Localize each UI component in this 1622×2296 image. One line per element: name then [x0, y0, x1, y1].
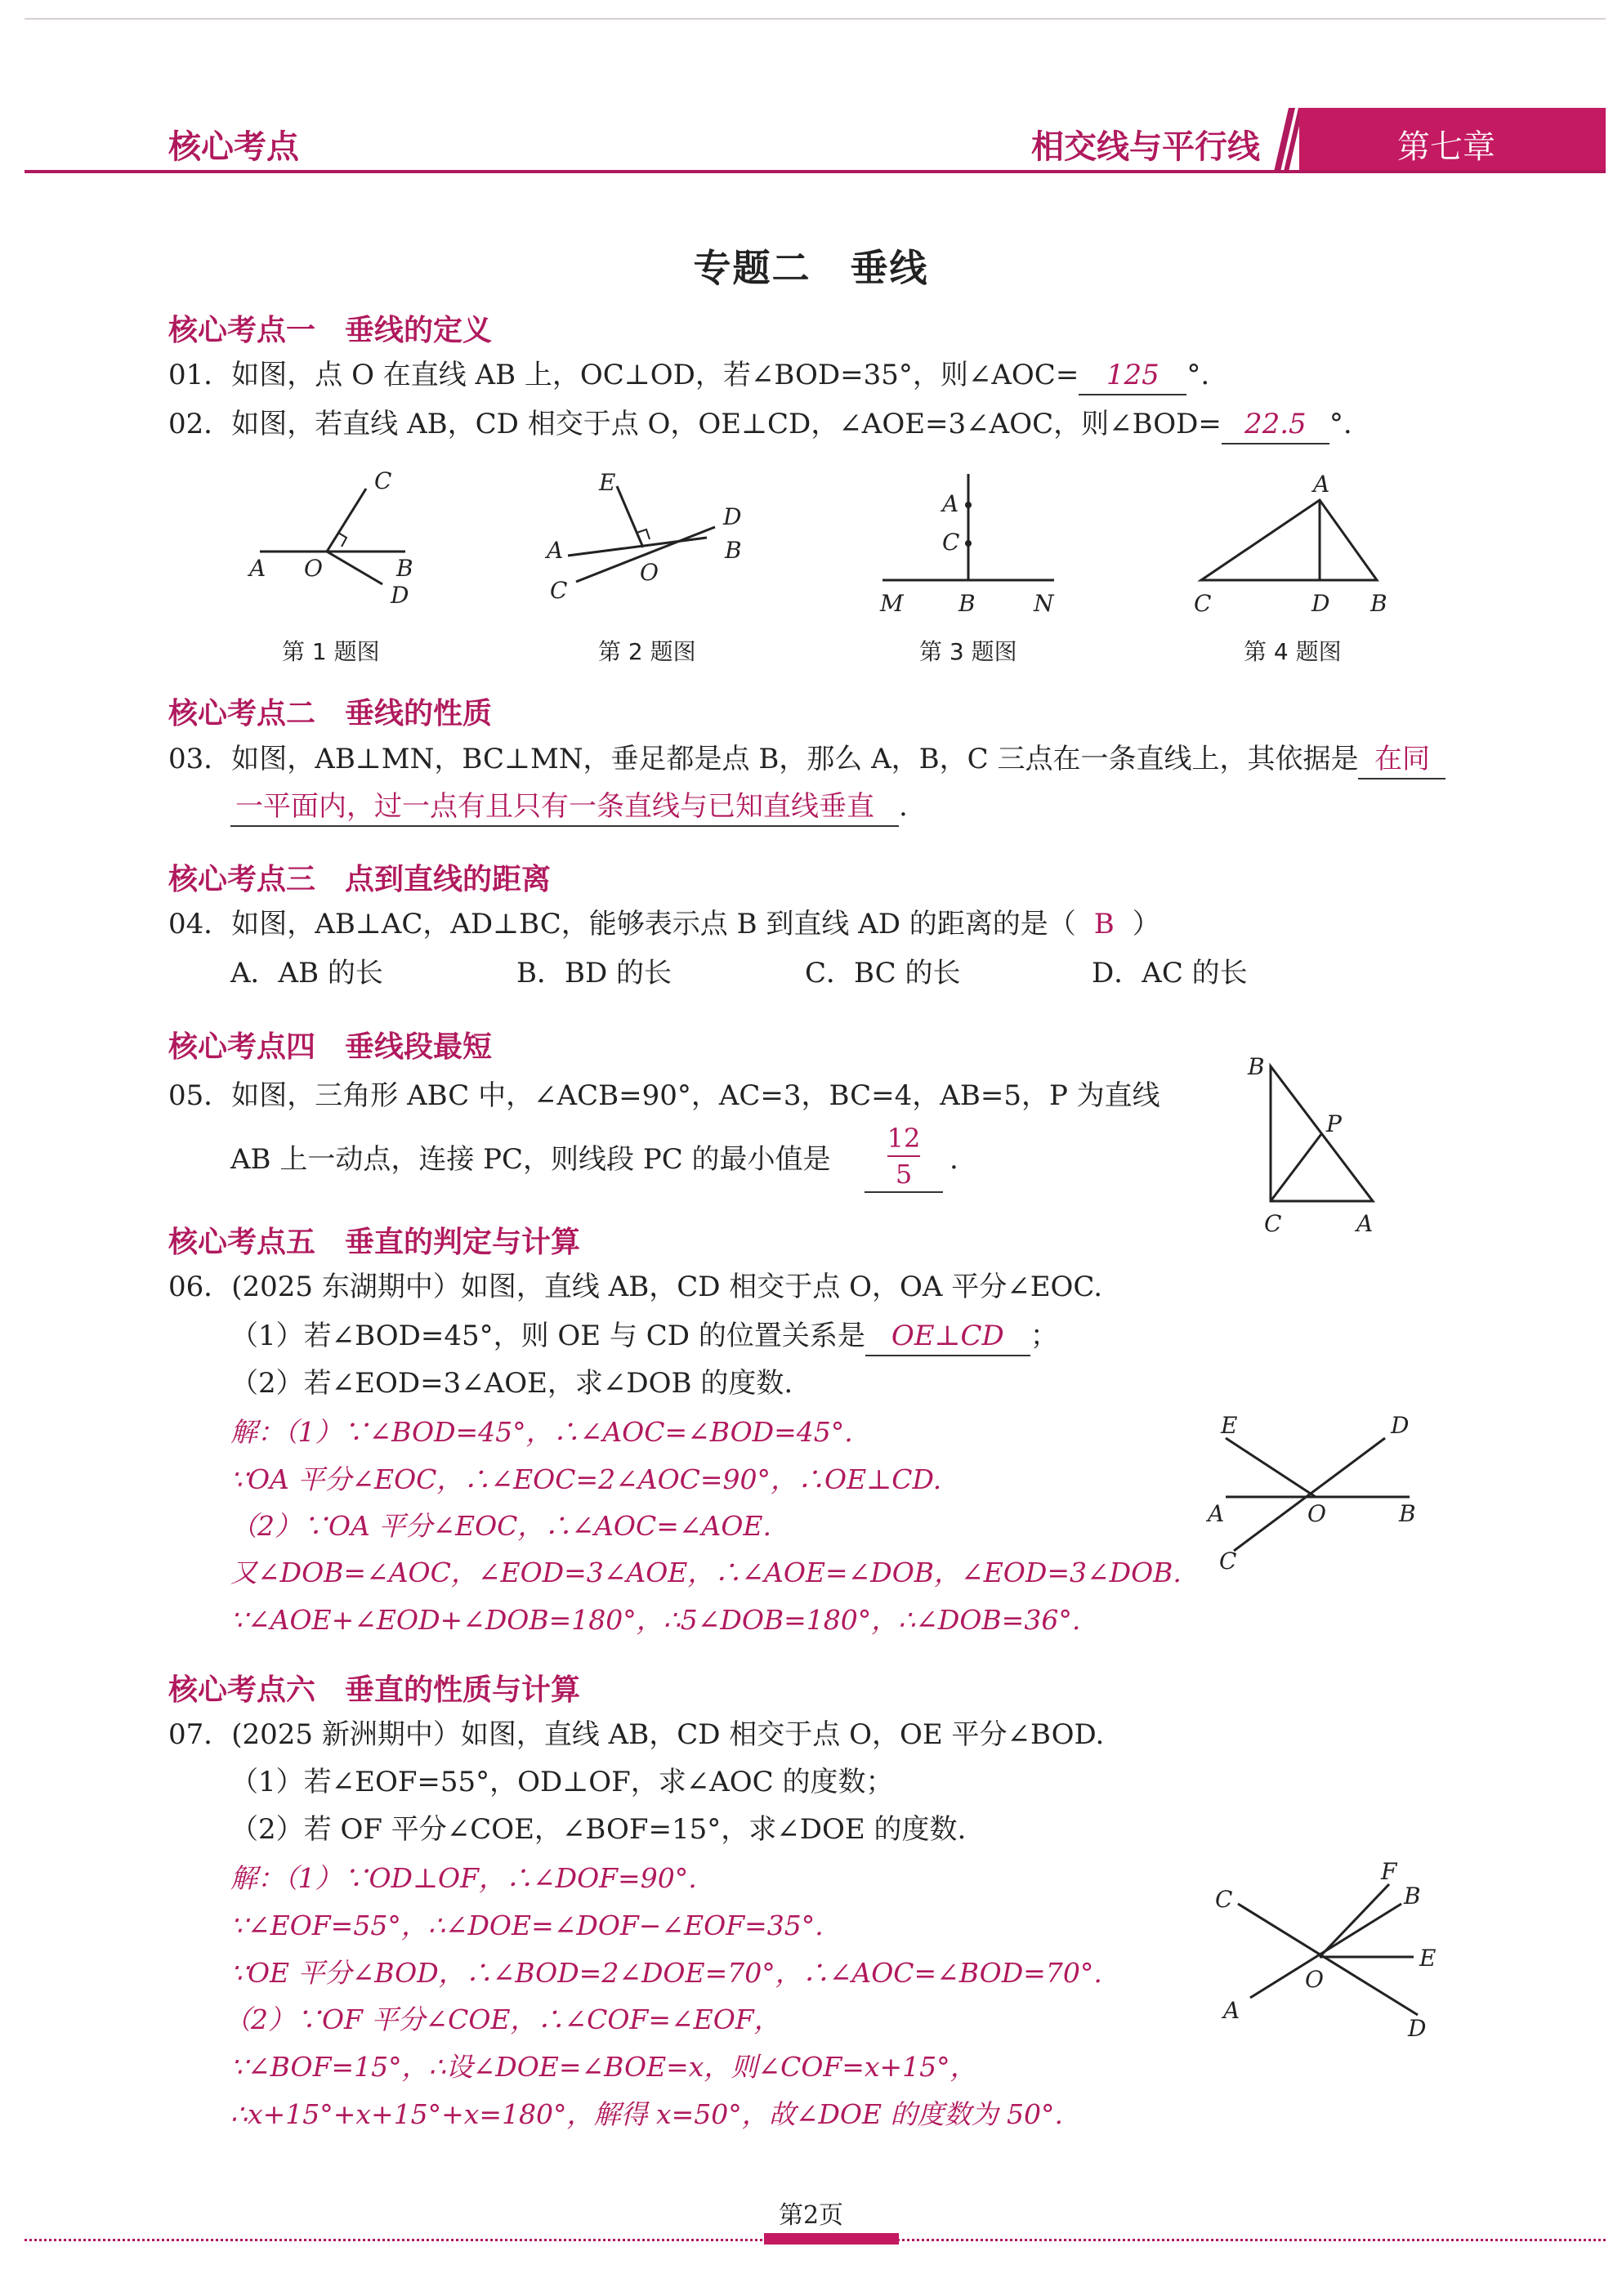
figure-6	[1201, 1405, 1446, 1585]
question-01-tail: °.	[1186, 359, 1210, 391]
question-06-line-1: 06．(2025 东湖期中）如图，直线 AB，CD 相交于点 O，OA 平分∠EOC.	[168, 1271, 1102, 1303]
question-04-answer: B	[1093, 908, 1115, 940]
figure-4	[1189, 466, 1418, 621]
question-03-cont	[230, 788, 908, 827]
question-05-answer-denominator: 5	[887, 1155, 920, 1191]
figure-5-label: A	[1356, 1210, 1374, 1237]
header-slashes-icon	[1271, 108, 1303, 172]
question-04-tail: ）	[1132, 908, 1160, 940]
figure-7-label: C	[1215, 1886, 1233, 1913]
figure-6-label: A	[1208, 1500, 1225, 1527]
figure-4-label: B	[1370, 590, 1387, 617]
section-2-heading: 核心考点二 垂线的性质	[168, 697, 493, 730]
question-05-answer-numerator: 12	[887, 1123, 921, 1154]
figure-1-label: C	[374, 467, 392, 494]
figure-3-label: B	[958, 590, 976, 617]
page-title: 专题二 垂线	[693, 246, 929, 290]
question-02	[168, 405, 1352, 444]
question-03-tail: .	[899, 790, 908, 823]
figure-2-caption: 第 2 题图	[598, 638, 696, 665]
question-05-line-2	[230, 1141, 831, 1178]
question-04-text: 04．如图，AB⊥AC，AD⊥BC，能够表示点 B 到直线 AD 的距离的是（	[168, 908, 1076, 940]
question-02-answer: 22.5	[1222, 405, 1329, 444]
question-07-solution-line: ∵∠EOF=55°，∴∠DOE=∠DOF−∠EOF=35°.	[230, 1910, 824, 1941]
question-03-answer-part-2: 一平面内，过一点有且只有一条直线与已知直线垂直	[230, 788, 899, 827]
question-04-option-a: A．AB 的长	[230, 957, 383, 989]
figure-6-label: O	[1307, 1500, 1326, 1527]
question-07-part-1: （1）若∠EOF=55°，OD⊥OF，求∠AOC 的度数；	[230, 1766, 894, 1798]
figure-1-label: A	[249, 555, 266, 582]
question-04-option-b: B．BD 的长	[516, 957, 672, 989]
figure-1-label: O	[304, 555, 323, 582]
question-07-solution-line: ∴x+15°+x+15°+x=180°，解得 x=50°，故∠DOE 的度数为 50°.	[230, 2098, 1064, 2130]
figure-3-label: C	[942, 529, 960, 556]
header-left: 核心考点	[168, 128, 299, 166]
question-07-solution-line: ∵∠BOF=15°，∴设∠DOE=∠BOE=x，则∠COF=x+15°，	[230, 2051, 977, 2083]
figure-4-label: D	[1311, 590, 1330, 617]
question-03-text: 03．如图，AB⊥MN，BC⊥MN，垂足都是点 B，那么 A，B，C 三点在一条直线上，其依据是	[168, 743, 1359, 775]
question-03	[168, 740, 1446, 779]
question-06-part-1-tail: ；	[1030, 1320, 1058, 1352]
figure-2-label: D	[723, 503, 742, 530]
figure-2-label: B	[725, 537, 742, 564]
figure-7-label: E	[1419, 1945, 1437, 1972]
question-02-tail: °.	[1329, 408, 1352, 440]
question-05-text: AB 上一动点，连接 PC，则线段 PC 的最小值是	[230, 1143, 831, 1176]
figure-5-label: B	[1248, 1053, 1265, 1080]
figure-7-label: D	[1408, 2015, 1427, 2042]
question-04-option-d: D．AC 的长	[1092, 957, 1248, 989]
figure-5	[1230, 1050, 1410, 1246]
question-06-part-1-answer: OE⊥CD	[865, 1317, 1030, 1356]
figure-6-label: B	[1399, 1500, 1416, 1527]
figure-1-label: D	[391, 582, 409, 609]
figure-3-label: A	[942, 490, 959, 517]
question-01-answer: 125	[1079, 356, 1186, 395]
figure-6-label: E	[1221, 1412, 1238, 1439]
figure-4-label: C	[1194, 590, 1212, 617]
question-06-part-1-text: （1）若∠BOD=45°，则 OE 与 CD 的位置关系是	[230, 1320, 865, 1352]
question-07-solution-line: 解：（1）∵OD⊥OF，∴∠DOF=90°.	[230, 1862, 697, 1894]
figure-2-label: E	[599, 469, 616, 496]
question-06-part-2: （2）若∠EOD=3∠AOE，求∠DOB 的度数.	[230, 1367, 793, 1400]
section-5-heading: 核心考点五 垂直的判定与计算	[168, 1226, 581, 1259]
figure-3	[870, 466, 1066, 621]
figure-7	[1205, 1855, 1450, 2043]
figure-4-label: A	[1313, 471, 1330, 498]
figure-7-label: O	[1305, 1966, 1324, 1993]
figure-5-label: P	[1326, 1110, 1342, 1137]
question-06-solution-line: ∵OA 平分∠EOC，∴∠EOC=2∠AOC=90°，∴OE⊥CD.	[230, 1463, 942, 1495]
figure-3-label: N	[1034, 590, 1054, 617]
figure-4-caption: 第 4 题图	[1244, 638, 1342, 665]
question-01-text: 01．如图，点 O 在直线 AB 上，OC⊥OD，若∠BOD=35°，则∠AOC=	[168, 359, 1079, 391]
section-4-heading: 核心考点四 垂线段最短	[168, 1030, 493, 1064]
figure-3-label: M	[880, 590, 904, 617]
figure-6-label: D	[1391, 1412, 1410, 1439]
question-02-text: 02．如图，若直线 AB，CD 相交于点 O，OE⊥CD，∠AOE=3∠AOC，则∠BOD=	[168, 408, 1222, 440]
figure-1-label: B	[396, 555, 413, 582]
figure-7-label: A	[1223, 1997, 1240, 2024]
figure-7-label: B	[1404, 1883, 1421, 1910]
header-topic: 相交线与平行线	[1031, 128, 1260, 166]
header-rule	[25, 170, 1606, 173]
question-06-solution-line: （2）∵OA 平分∠EOC，∴∠AOC=∠AOE.	[230, 1510, 771, 1542]
question-07-solution-line: （2）∵OF 平分∠COE，∴∠COF=∠EOF，	[224, 2003, 781, 2035]
footer-bar	[764, 2233, 899, 2245]
question-05-line-1: 05．如图，三角形 ABC 中，∠ACB=90°，AC=3，BC=4，AB=5，P 为直线	[168, 1079, 1160, 1112]
figure-7-label: F	[1381, 1858, 1397, 1885]
question-07-solution-line: ∵OE 平分∠BOD，∴∠BOD=2∠DOE=70°，∴∠AOC=∠BOD=70°.	[230, 1957, 1102, 1989]
question-07-line-1: 07．(2025 新洲期中）如图，直线 AB，CD 相交于点 O，OE 平分∠BOD.	[168, 1718, 1105, 1751]
figure-6-label: C	[1219, 1548, 1237, 1575]
question-06-part-1	[230, 1317, 1058, 1356]
question-06-solution-line: 解：（1）∵∠BOD=45°，∴∠AOC=∠BOD=45°.	[230, 1416, 853, 1448]
question-05-tail: .	[950, 1143, 958, 1176]
section-6-heading: 核心考点六 垂直的性质与计算	[168, 1673, 581, 1707]
question-07-part-2: （2）若 OF 平分∠COE，∠BOF=15°，求∠DOE 的度数.	[230, 1813, 967, 1846]
figure-2	[543, 466, 756, 621]
figure-1-caption: 第 1 题图	[282, 638, 380, 665]
question-04	[168, 905, 1160, 943]
figure-2-label: A	[547, 537, 564, 564]
section-1-heading: 核心考点一 垂线的定义	[168, 314, 493, 347]
chapter-label: 第七章	[1397, 128, 1495, 166]
top-rule	[25, 18, 1606, 20]
figure-2-label: C	[550, 577, 568, 604]
section-3-heading: 核心考点三 点到直线的距离	[168, 863, 552, 896]
figure-2-label: O	[640, 559, 659, 586]
question-01	[168, 356, 1209, 395]
question-06-solution-line: ∵∠AOE+∠EOD+∠DOB=180°，∴5∠DOB=180°，∴∠DOB=36°.	[230, 1604, 1081, 1636]
question-05-answer	[865, 1121, 943, 1193]
question-04-option-c: C．BC 的长	[805, 957, 961, 989]
page-number: 第2页	[778, 2201, 844, 2230]
question-06-solution-line: 又∠DOB=∠AOC，∠EOD=3∠AOE，∴∠AOE=∠DOB，∠EOD=3∠DOB.	[230, 1557, 1182, 1588]
question-03-answer-part-1: 在同	[1358, 740, 1446, 779]
chapter-badge	[1299, 108, 1606, 170]
figure-1	[245, 466, 425, 621]
figure-5-label: C	[1264, 1210, 1282, 1237]
figure-3-caption: 第 3 题图	[919, 638, 1017, 665]
